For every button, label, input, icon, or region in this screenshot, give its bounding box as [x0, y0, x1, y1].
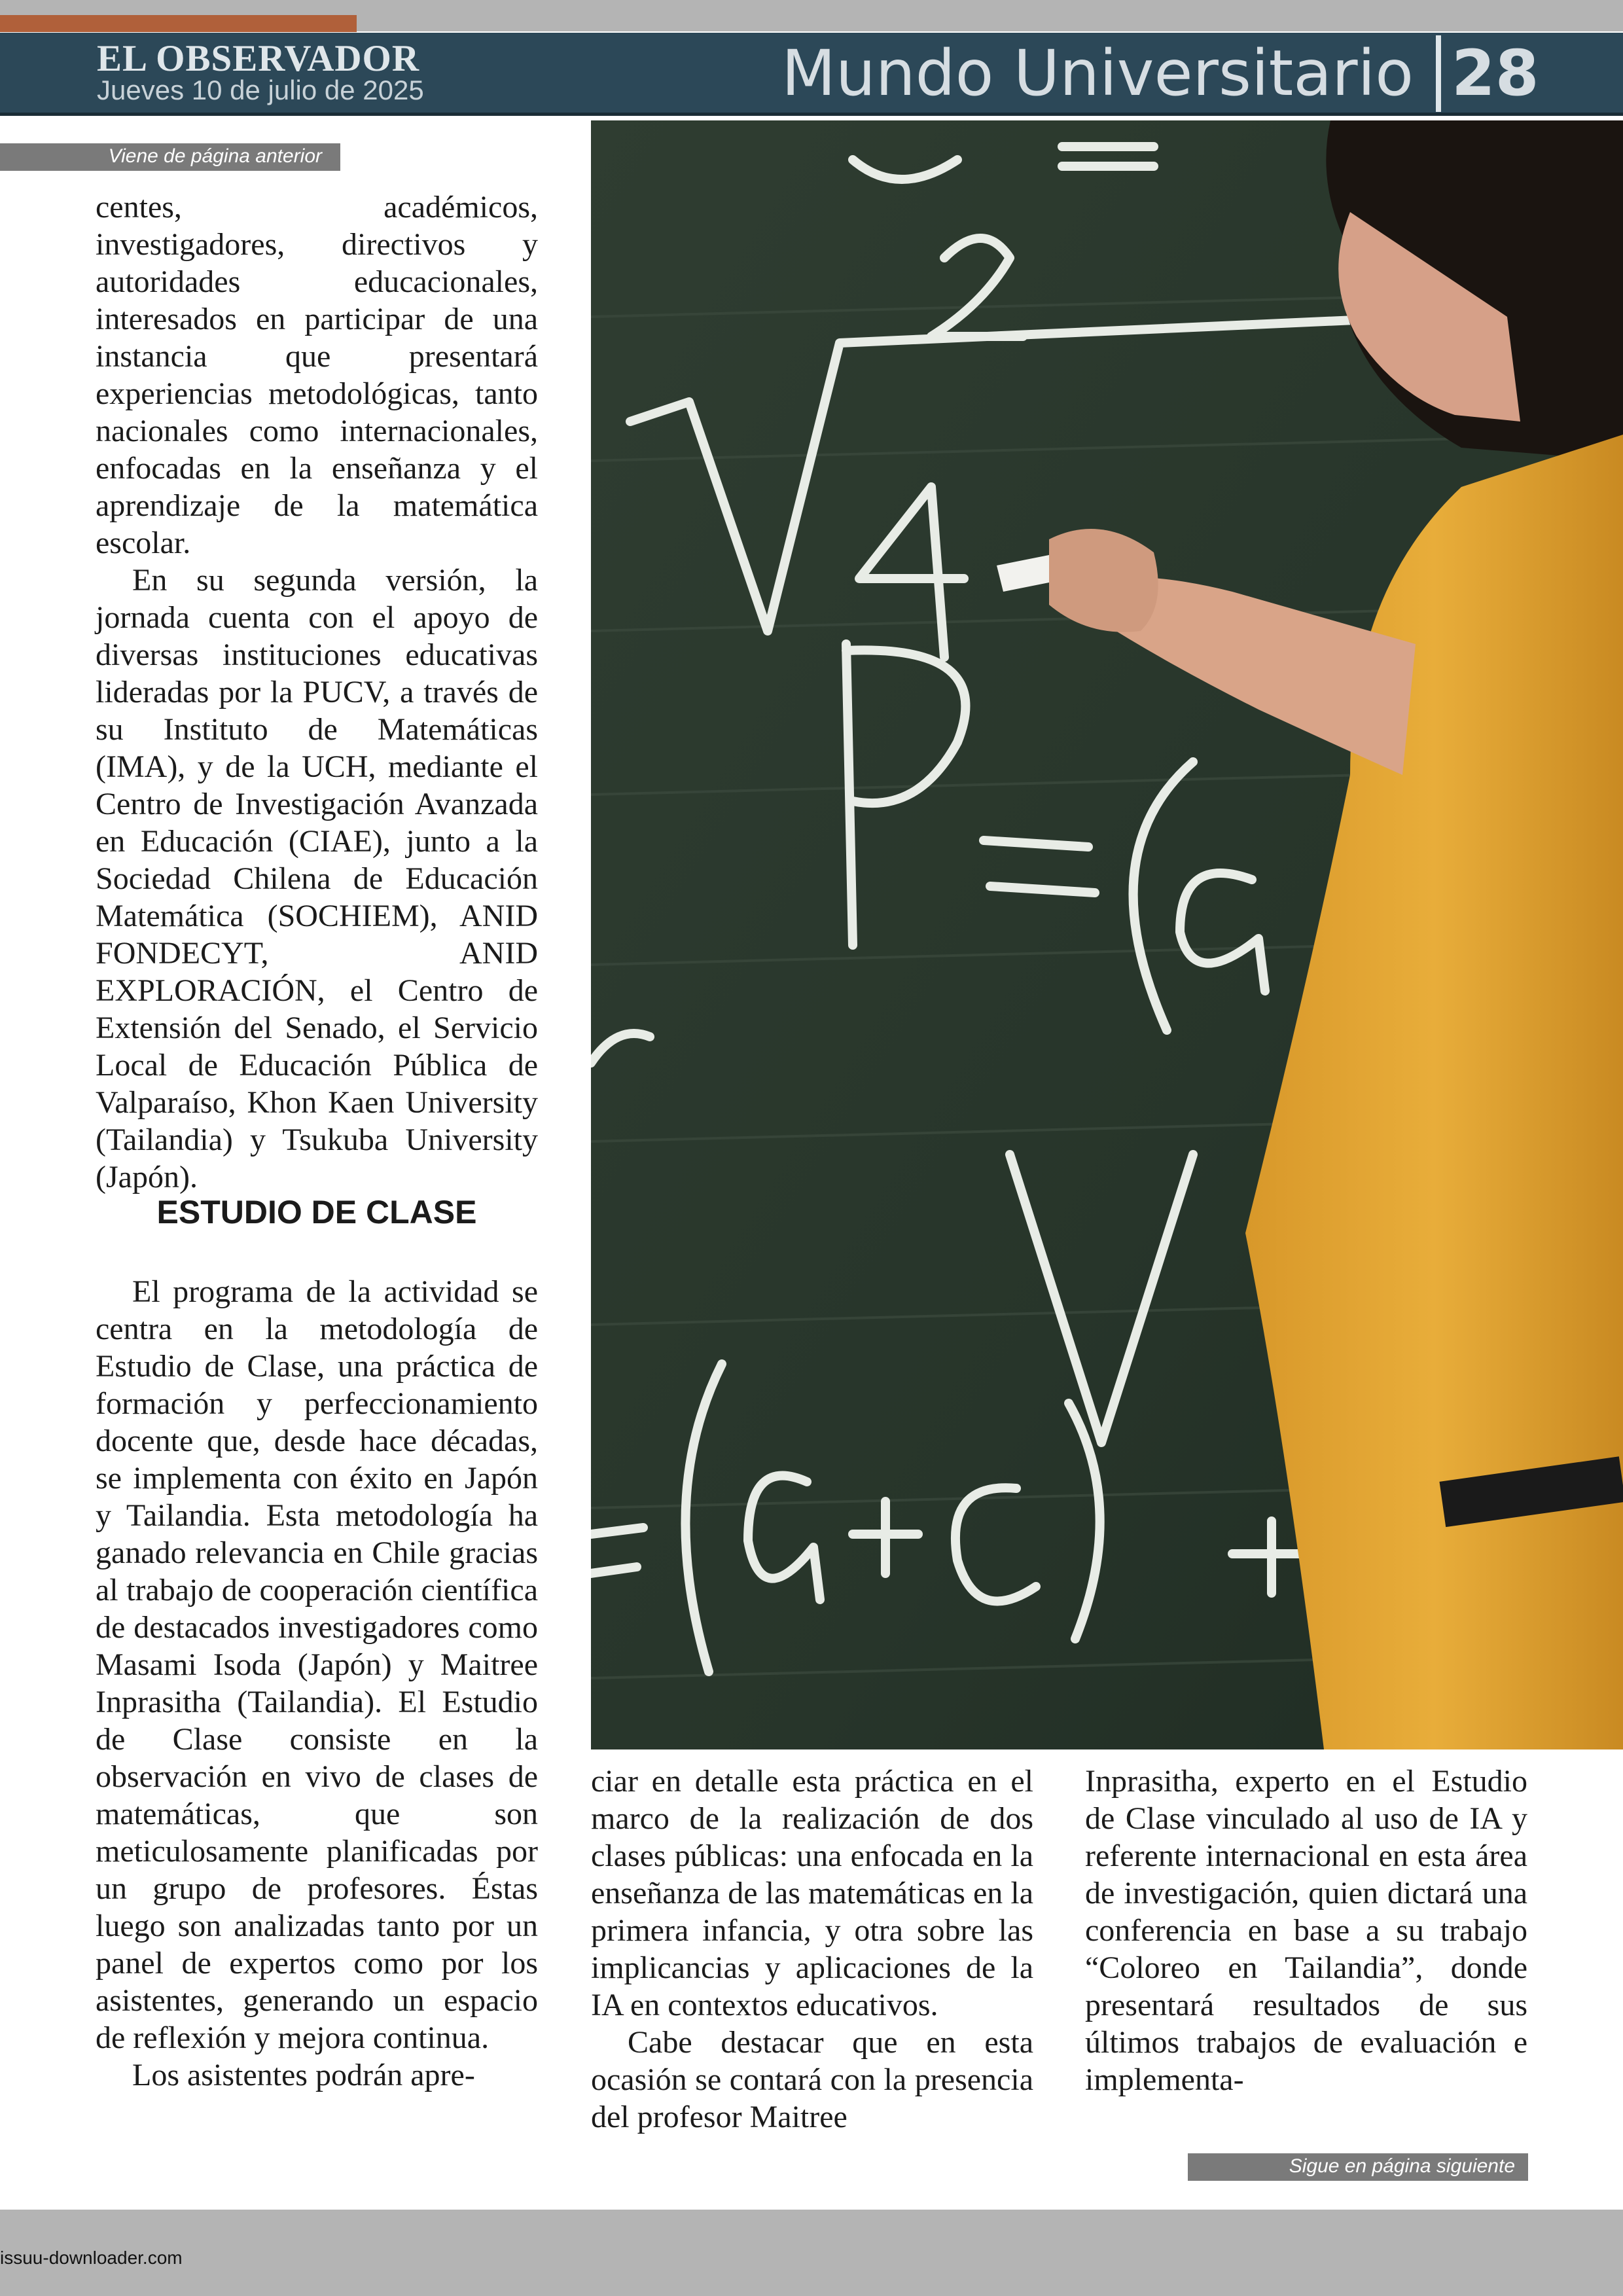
footer-credit: issuu-downloader.com: [0, 2248, 183, 2268]
continued-to-label: Sigue en página siguiente: [1289, 2155, 1515, 2177]
continued-to-tag: [1188, 2153, 1528, 2181]
article-paragraph: Los asistentes podrán apre-: [132, 2058, 475, 2092]
article-column-1-continued: [96, 1273, 538, 2094]
article-column-3: [1085, 1763, 1527, 2098]
article-column-2: [591, 1763, 1033, 2136]
continued-from-label: Viene de página anterior: [108, 145, 322, 167]
newspaper-masthead: EL OBSERVADOR: [97, 38, 420, 79]
page-number: 28: [1452, 37, 1539, 110]
issue-date: Jueves 10 de julio de 2025: [97, 75, 424, 105]
header-divider: [1436, 35, 1441, 112]
article-paragraph: Inprasitha, experto en el Estudio de Clase vinculado al uso de IA y referente internacional en esta área de investigación, quien dictará una conferencia en base a su trabajo “Coloreo en Tailandia”, donde presentará resultados de sus últimos trabajos de evaluación e implementa-: [1085, 1764, 1527, 2097]
section-title: Mundo Universitario: [781, 37, 1414, 110]
article-subheading: ESTUDIO DE CLASE: [156, 1194, 477, 1230]
article-photo: [591, 120, 1623, 1749]
article-paragraph: Cabe destacar que en esta ocasión se contará con la presencia del profesor Maitree: [591, 2025, 1033, 2134]
article-paragraph: El programa de la actividad se centra en la metodología de Estudio de Clase, una práctica de formación y perfeccionamiento docente que, desde hace décadas, se implementa con éxito en Japón y Tailandia. Esta metodología ha ganado relevancia en Chile gracias al trabajo de cooperación científica de destacados investigadores como Masami Isoda (Japón) y Maitree Inprasitha (Tailandia). El Estudio de Clase consiste en la observación en vivo de clases de matemáticas, que son meticulosamente planificadas por un grupo de profesores. Éstas luego son analizadas tanto por un panel de expertos como por los asistentes, generando un espacio de reflexión y mejora continua.: [96, 1274, 538, 2055]
top-accent-bar: [0, 15, 357, 32]
article-paragraph: ciar en detalle esta práctica en el marco de la realización de dos clases públicas: una enfocada en la enseñanza de las matemáticas en la primera infancia, y otra sobre las implicancias y aplicaciones de la IA en contextos educativos.: [591, 1764, 1033, 2022]
continued-from-tag: [0, 143, 340, 171]
footer-bar: [0, 2210, 1623, 2296]
article-paragraph: En su segunda versión, la jornada cuenta con el apoyo de diversas instituciones educativas lideradas por la PUCV, a través de su Instituto de Matemáticas (IMA), y de la UCH, mediante el Centro de Investigación Avanzada en Educación (CIAE), junto a la Sociedad Chilena de Educación Matemática (SOCHIEM), ANID FONDECYT, ANID EXPLORACIÓN, el Centro de Extensión del Senado, el Servicio Local de Educación Pública de Valparaíso, Khon Kaen University (Tailandia) y Tsukuba University (Japón).: [96, 563, 538, 1194]
article-column-1: [96, 188, 538, 1196]
chalkboard-teacher-illustration: [591, 120, 1623, 1749]
article-paragraph: centes, académicos, investigadores, directivos y autoridades educacionales, interesados en participar de una instancia que presentará experiencias metodológicas, tanto nacionales como internacionales, enfocadas en la enseñanza y el aprendizaje de la matemática escolar.: [96, 190, 538, 560]
